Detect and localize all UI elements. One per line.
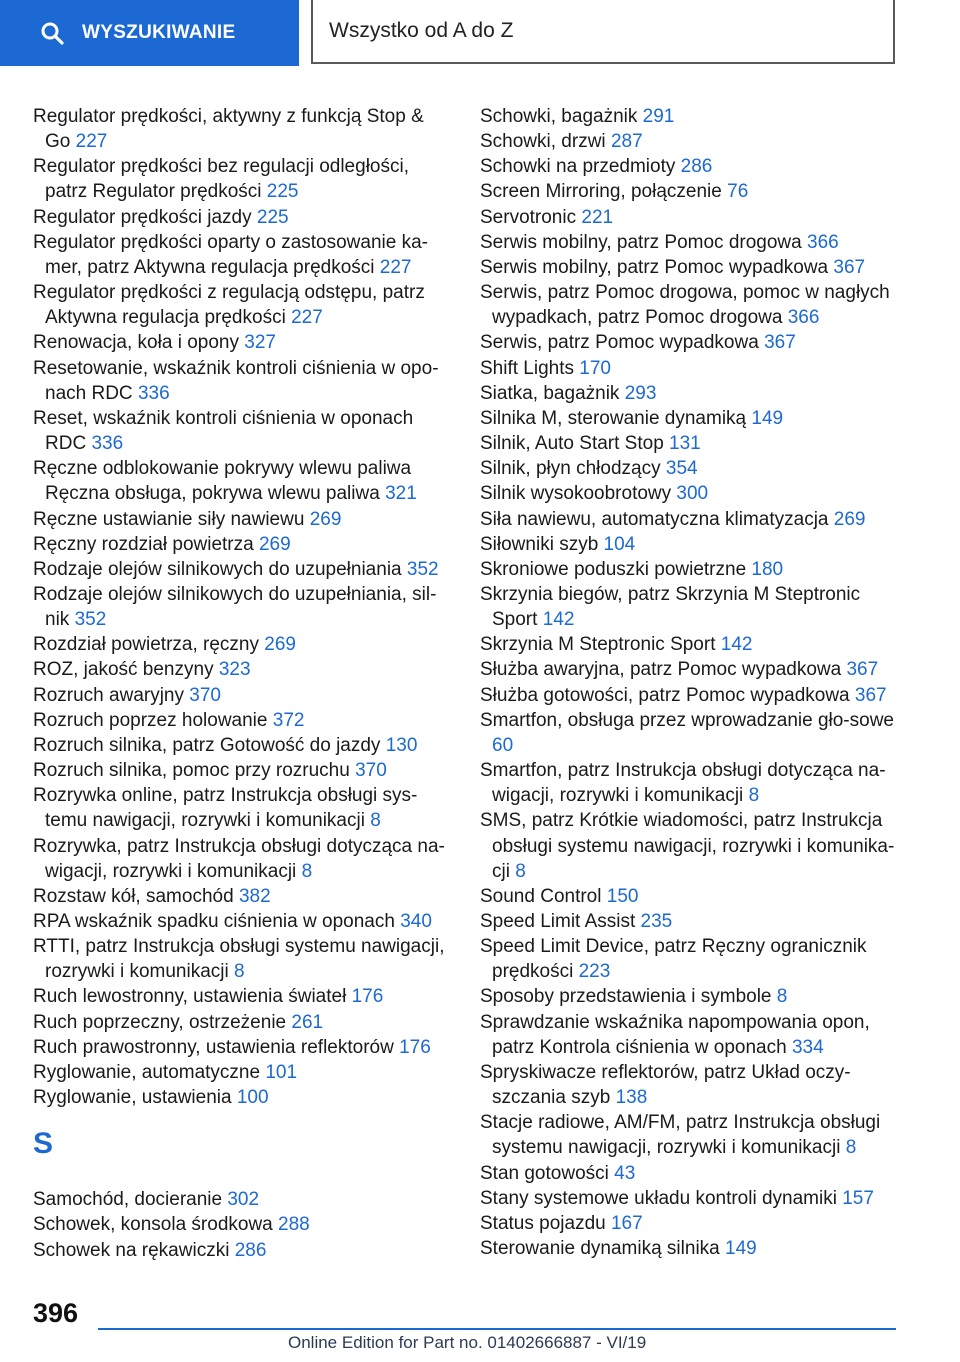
entry-text: Rozruch poprzez holowanie bbox=[33, 709, 268, 731]
index-entry bbox=[33, 1187, 453, 1212]
entry-text: Speed Limit Assist bbox=[480, 911, 636, 932]
page-link[interactable]: 336 bbox=[137, 382, 170, 404]
index-entry bbox=[33, 582, 453, 632]
index-entry bbox=[480, 406, 900, 431]
index-entry bbox=[33, 1035, 453, 1060]
entry-text: Status pojazdu bbox=[480, 1212, 606, 1234]
page-link[interactable]: 286 bbox=[680, 156, 713, 178]
index-entry bbox=[480, 356, 900, 381]
entry-text: Regulator prędkości, aktywny z funkcją Stop & Go bbox=[33, 106, 424, 153]
page-link[interactable]: 167 bbox=[610, 1212, 643, 1234]
index-entry bbox=[480, 909, 900, 934]
entry-text: Spryskiwacze reflektorów, patrz Układ oczy-szczania szyb bbox=[480, 1061, 851, 1109]
page-link[interactable]: 269 bbox=[833, 508, 866, 530]
page-link[interactable]: 104 bbox=[603, 533, 636, 555]
page-link[interactable]: 8 bbox=[301, 860, 313, 882]
index-entry bbox=[33, 708, 453, 733]
index-entry bbox=[33, 834, 453, 884]
entry-text: Sposoby przedstawienia i symbole bbox=[480, 986, 772, 1008]
page-link[interactable]: 372 bbox=[272, 709, 305, 731]
entry-text: ROZ, jakość benzyny bbox=[33, 659, 214, 681]
entry-text: Rozruch silnika, pomoc przy rozruchu bbox=[33, 760, 350, 782]
index-entry bbox=[33, 657, 453, 682]
page-link[interactable]: 150 bbox=[606, 885, 639, 907]
entry-text: Shift Lights bbox=[480, 357, 574, 379]
entry-text: Ręczne odblokowanie pokrywy wlewu paliwa Ręczna obsługa, pokrywa wlewu paliwa bbox=[33, 458, 412, 505]
page-link[interactable]: 367 bbox=[846, 659, 879, 681]
index-entry bbox=[480, 884, 900, 909]
entry-text: Sterowanie dynamiką silnika bbox=[480, 1238, 720, 1260]
entry-text: Rodzaje olejów silnikowych do uzupełniania, sil-nik bbox=[33, 583, 437, 631]
page-link[interactable]: 8 bbox=[776, 986, 788, 1008]
page-link[interactable]: 235 bbox=[640, 911, 673, 932]
page-link[interactable]: 8 bbox=[845, 1137, 857, 1159]
entry-text: Smartfon, patrz Instrukcja obsługi dotycząca na-wigacji, rozrywki i komunikacji bbox=[480, 760, 886, 807]
page-link[interactable]: 101 bbox=[265, 1061, 298, 1083]
search-icon bbox=[40, 21, 64, 45]
index-entry bbox=[480, 1211, 900, 1236]
entry-text: Służba awaryjna, patrz Pomoc wypadkowa bbox=[480, 659, 842, 681]
page-link[interactable]: 227 bbox=[379, 256, 412, 278]
page-link[interactable]: 370 bbox=[355, 760, 387, 782]
index-entry bbox=[480, 154, 900, 179]
page-link[interactable]: 223 bbox=[578, 961, 611, 983]
entry-text: Skrzynia M Steptronic Sport bbox=[480, 634, 716, 656]
page-link[interactable]: 327 bbox=[244, 332, 276, 354]
page-link[interactable]: 170 bbox=[579, 357, 611, 379]
section-letter-s: S bbox=[33, 1127, 54, 1161]
index-entry bbox=[480, 1010, 900, 1060]
entry-text: Servotronic bbox=[480, 206, 577, 228]
index-entry bbox=[480, 557, 900, 582]
index-entry bbox=[480, 632, 900, 657]
entry-text: Siła nawiewu, automatyczna klimatyzacja bbox=[480, 508, 829, 530]
entry-text: Stacje radiowe, AM/FM, patrz Instrukcja obsługi systemu nawigacji, rozrywki i komunikacji bbox=[480, 1112, 881, 1159]
page-link[interactable]: 76 bbox=[727, 181, 749, 203]
index-entry bbox=[480, 1110, 900, 1160]
index-entry bbox=[480, 934, 900, 984]
entry-text: Silnik, Auto Start Stop bbox=[480, 433, 664, 455]
index-entry bbox=[480, 255, 900, 280]
index-entry bbox=[33, 1010, 453, 1035]
page-link[interactable]: 291 bbox=[642, 106, 675, 127]
index-list-s bbox=[33, 1187, 453, 1262]
entry-text: Regulator prędkości bez regulacji odległości, patrz Regulator prędkości bbox=[33, 156, 409, 203]
entry-text: Schowki, drzwi bbox=[480, 131, 606, 153]
entry-text: Siatka, bagażnik bbox=[480, 382, 620, 404]
page-link[interactable]: 334 bbox=[791, 1036, 824, 1058]
footer-divider bbox=[98, 1328, 896, 1330]
entry-text: Resetowanie, wskaźnik kontroli ciśnienia w opo-nach RDC bbox=[33, 357, 439, 404]
index-entry bbox=[480, 280, 900, 330]
entry-text: Rozrywka, patrz Instrukcja obsługi dotycząca na-wigacji, rozrywki i komunikacji bbox=[33, 835, 445, 882]
index-entry bbox=[480, 481, 900, 506]
index-entry bbox=[33, 104, 453, 154]
entry-text: Rozstaw kół, samochód bbox=[33, 885, 234, 907]
entry-text: Sound Control bbox=[480, 885, 602, 907]
page-link[interactable]: 227 bbox=[291, 307, 323, 329]
index-entry bbox=[480, 683, 900, 708]
page-link[interactable]: 142 bbox=[542, 609, 575, 631]
entry-text: Silnik wysokoobrotowy bbox=[480, 483, 672, 505]
index-entry bbox=[33, 909, 453, 934]
index-entry bbox=[480, 330, 900, 355]
page-link[interactable]: 176 bbox=[399, 1036, 431, 1058]
page-link[interactable]: 130 bbox=[385, 734, 418, 756]
page-link[interactable]: 8 bbox=[370, 810, 381, 832]
entry-text: Schowek na rękawiczki bbox=[33, 1239, 230, 1261]
page-link[interactable]: 149 bbox=[751, 407, 784, 429]
entry-text: Ręczny rozdział powietrza bbox=[33, 533, 254, 555]
page-link[interactable]: 288 bbox=[278, 1214, 310, 1236]
index-entry bbox=[33, 1238, 453, 1263]
index-column-right bbox=[480, 104, 900, 1261]
index-entry bbox=[33, 984, 453, 1009]
page-link[interactable]: 300 bbox=[676, 483, 709, 505]
entry-text: Silnik, płyn chłodzący bbox=[480, 458, 661, 480]
index-entry bbox=[480, 582, 900, 632]
entry-text: Serwis mobilny, patrz Pomoc wypadkowa bbox=[480, 256, 829, 278]
index-entry bbox=[480, 657, 900, 682]
page-link[interactable]: 43 bbox=[614, 1162, 636, 1184]
page-link[interactable]: 8 bbox=[748, 785, 760, 807]
page-link[interactable]: 227 bbox=[75, 131, 108, 153]
page-link[interactable]: 149 bbox=[725, 1238, 757, 1260]
index-entry bbox=[33, 1212, 453, 1237]
entry-text: Rozruch awaryjny bbox=[33, 684, 184, 706]
entry-text: SMS, patrz Krótkie wiadomości, patrz Instrukcja obsługi systemu nawigacji, rozrywki i komunika-cji bbox=[480, 810, 895, 882]
page-link[interactable]: 221 bbox=[581, 206, 614, 228]
page-link[interactable]: 8 bbox=[515, 860, 526, 882]
search-button[interactable] bbox=[0, 0, 299, 66]
page-link[interactable]: 367 bbox=[854, 684, 887, 706]
page-link[interactable]: 157 bbox=[842, 1187, 874, 1209]
index-entry bbox=[33, 934, 453, 984]
index-entry bbox=[33, 205, 453, 230]
index-entry bbox=[480, 532, 900, 557]
index-entry bbox=[33, 507, 453, 532]
entry-text: Stany systemowe układu kontroli dynamiki bbox=[480, 1187, 837, 1209]
page-link[interactable]: 366 bbox=[787, 307, 820, 329]
entry-text: Rozruch silnika, patrz Gotowość do jazdy bbox=[33, 734, 381, 756]
entry-text: Screen Mirroring, połączenie bbox=[480, 181, 722, 203]
entry-text: Ręczne ustawianie siły nawiewu bbox=[33, 508, 305, 530]
index-entry bbox=[480, 1060, 900, 1110]
index-entry bbox=[33, 733, 453, 758]
index-entry bbox=[480, 1161, 900, 1186]
entry-text: Sprawdzanie wskaźnika napompowania opon, patrz Kontrola ciśnienia w oponach bbox=[480, 1011, 870, 1058]
index-list-s-continued bbox=[480, 104, 900, 1261]
page-link[interactable]: 293 bbox=[624, 382, 657, 404]
page-link[interactable]: 269 bbox=[264, 634, 296, 656]
index-entry bbox=[480, 808, 900, 883]
index-entry bbox=[33, 1085, 453, 1110]
index-list-r bbox=[33, 104, 453, 1110]
page-link[interactable]: 321 bbox=[385, 483, 417, 505]
entry-text: Reset, wskaźnik kontroli ciśnienia w oponach RDC bbox=[33, 407, 414, 455]
page-link[interactable]: 60 bbox=[492, 734, 514, 756]
entry-text: Smartfon, obsługa przez wprowadzanie gło-sowe bbox=[480, 709, 894, 731]
index-entry bbox=[480, 984, 900, 1009]
index-entry bbox=[33, 532, 453, 557]
page-link[interactable]: 367 bbox=[833, 256, 866, 278]
index-entry bbox=[33, 330, 453, 355]
index-entry bbox=[33, 230, 453, 280]
page-link[interactable]: 225 bbox=[256, 206, 289, 228]
entry-text: Schowki, bagażnik bbox=[480, 106, 638, 127]
page-link[interactable]: 302 bbox=[227, 1189, 260, 1211]
index-entry bbox=[33, 280, 453, 330]
page-link[interactable]: 225 bbox=[266, 181, 299, 203]
entry-text: Rozrywka online, patrz Instrukcja obsługi sys-temu nawigacji, rozrywki i komunikacji bbox=[33, 785, 418, 832]
entry-text: Siłowniki szyb bbox=[480, 533, 599, 555]
index-entry bbox=[33, 758, 453, 783]
index-entry bbox=[33, 557, 453, 582]
entry-text: Silnika M, sterowanie dynamiką bbox=[480, 407, 747, 429]
page-link[interactable]: 286 bbox=[234, 1239, 267, 1261]
page-link[interactable]: 180 bbox=[751, 558, 784, 580]
entry-text: Skrzynia biegów, patrz Skrzynia M Steptronic Sport bbox=[480, 583, 861, 631]
entry-text: Ruch lewostronny, ustawienia świateł bbox=[33, 986, 347, 1008]
page-link[interactable]: 352 bbox=[74, 609, 107, 631]
index-entry bbox=[480, 1236, 900, 1261]
page-link[interactable]: 142 bbox=[720, 634, 753, 656]
entry-text: Ryglowanie, ustawienia bbox=[33, 1087, 232, 1109]
page-link[interactable]: 370 bbox=[189, 684, 221, 706]
entry-text: Serwis mobilny, patrz Pomoc drogowa bbox=[480, 231, 802, 253]
entry-text: Ruch poprzeczny, ostrzeżenie bbox=[33, 1011, 287, 1033]
page-link[interactable]: 367 bbox=[764, 332, 796, 354]
index-entry bbox=[480, 205, 900, 230]
page-link[interactable]: 8 bbox=[233, 961, 245, 983]
entry-text: Rozdział powietrza, ręczny bbox=[33, 634, 259, 656]
index-entry bbox=[480, 129, 900, 154]
page-link[interactable]: 100 bbox=[236, 1087, 269, 1109]
entry-text: Serwis, patrz Pomoc drogowa, pomoc w nagłych wypadkach, patrz Pomoc drogowa bbox=[480, 282, 890, 329]
page-link[interactable]: 261 bbox=[291, 1011, 324, 1033]
index-entry bbox=[33, 356, 453, 406]
index-entry bbox=[480, 1186, 900, 1211]
index-entry bbox=[480, 230, 900, 255]
page-link[interactable]: 382 bbox=[238, 885, 271, 907]
entry-text: Regulator prędkości jazdy bbox=[33, 206, 252, 228]
entry-text: Rodzaje olejów silnikowych do uzupełniania bbox=[33, 558, 402, 580]
entry-text: RTTI, patrz Instrukcja obsługi systemu nawigacji, rozrywki i komunikacji bbox=[33, 936, 445, 983]
page-link[interactable]: 176 bbox=[351, 986, 384, 1008]
edition-text: Online Edition for Part no. 01402666887 - VI/19 bbox=[288, 1333, 647, 1352]
index-entry bbox=[33, 456, 453, 506]
index-entry bbox=[33, 683, 453, 708]
entry-text: Ryglowanie, automatyczne bbox=[33, 1061, 261, 1083]
index-entry bbox=[480, 708, 900, 758]
index-entry bbox=[33, 632, 453, 657]
entry-text: Renowacja, koła i opony bbox=[33, 332, 239, 354]
entry-text: Speed Limit Device, patrz Ręczny ogranicznik prędkości bbox=[480, 936, 867, 983]
page-link[interactable]: 340 bbox=[400, 911, 432, 932]
index-entry bbox=[33, 783, 453, 833]
page-link[interactable]: 138 bbox=[615, 1087, 648, 1109]
index-entry bbox=[480, 456, 900, 481]
search-label: WYSZUKIWANIE bbox=[82, 22, 236, 43]
page-link[interactable]: 352 bbox=[406, 558, 439, 580]
entry-text: RPA wskaźnik spadku ciśnienia w oponach bbox=[33, 911, 395, 932]
index-entry bbox=[33, 884, 453, 909]
index-entry bbox=[480, 431, 900, 456]
index-column-left bbox=[33, 104, 453, 1263]
page-link[interactable]: 287 bbox=[610, 131, 643, 153]
index-entry bbox=[480, 381, 900, 406]
entry-text: Skroniowe poduszki powietrzne bbox=[480, 558, 747, 580]
entry-text: Służba gotowości, patrz Pomoc wypadkowa bbox=[480, 684, 850, 706]
index-entry bbox=[33, 406, 453, 456]
entry-text: Schowek, konsola środkowa bbox=[33, 1214, 273, 1236]
page-link[interactable]: 131 bbox=[669, 433, 701, 455]
index-entry bbox=[33, 1060, 453, 1085]
entry-text: Stan gotowości bbox=[480, 1162, 609, 1184]
top-bar bbox=[0, 0, 960, 66]
page-link[interactable]: 366 bbox=[807, 231, 839, 253]
entry-text: Serwis, patrz Pomoc wypadkowa bbox=[480, 332, 759, 354]
index-entry bbox=[480, 179, 900, 204]
page-number: 396 bbox=[33, 1298, 79, 1328]
page-link[interactable]: 323 bbox=[218, 659, 251, 681]
page-link[interactable]: 269 bbox=[258, 533, 291, 555]
index-entry bbox=[480, 507, 900, 532]
entry-text: Regulator prędkości z regulacją odstępu, patrz Aktywna regulacja prędkości bbox=[33, 282, 425, 329]
page-link[interactable]: 269 bbox=[309, 508, 342, 530]
entry-text: Ruch prawostronny, ustawienia reflektorów bbox=[33, 1036, 394, 1058]
entry-text: Schowki na przedmioty bbox=[480, 156, 676, 178]
index-entry bbox=[480, 758, 900, 808]
entry-text: Samochód, docieranie bbox=[33, 1189, 223, 1211]
index-entry bbox=[480, 104, 900, 129]
tab-a-to-z[interactable]: Wszystko od A do Z bbox=[311, 0, 895, 64]
page-link[interactable]: 354 bbox=[665, 458, 698, 480]
index-entry bbox=[33, 154, 453, 204]
entry-text: Regulator prędkości oparty o zastosowanie ka-mer, patrz Aktywna regulacja prędkości bbox=[33, 231, 428, 278]
page-link[interactable]: 336 bbox=[91, 433, 124, 455]
